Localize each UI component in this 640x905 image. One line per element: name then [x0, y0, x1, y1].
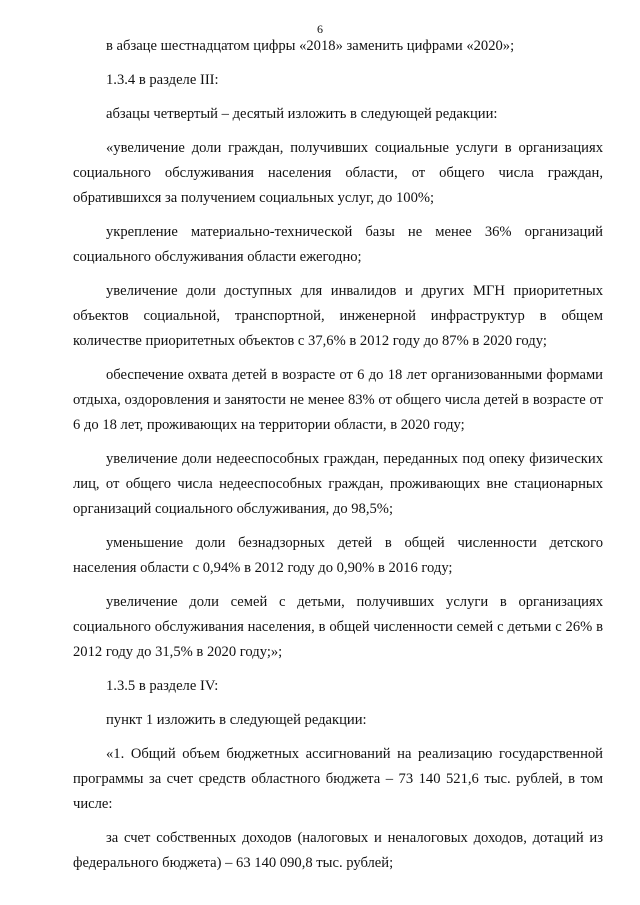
paragraph: «1. Общий объем бюджетных ассигнований на реализацию государственной программы за счет средств областного бюджета – 73 140 521,6 тыс. рублей, в том числе:	[73, 746, 603, 812]
paragraph: укрепление материально-технической базы не менее 36% организаций социального обслуживания области ежегодно;	[73, 224, 603, 265]
paragraph: увеличение доли семей с детьми, получивших услуги в организациях социального обслуживания населения, в общей численности семей с детьми с 26% в 2012 году до 31,5% в 2020 году;»;	[73, 594, 603, 660]
paragraph: 1.3.5 в разделе IV:	[106, 678, 219, 694]
paragraph: в абзаце шестнадцатом цифры «2018» заменить цифрами «2020»;	[106, 38, 515, 54]
document-body	[73, 34, 603, 885]
paragraph: увеличение доли доступных для инвалидов и других МГН приоритетных объектов социальной, транспортной, инженерной инфраструктур в общем количестве приоритетных объектов с 37,6% в 2012 году до 87% в 2020 году;	[73, 283, 603, 349]
paragraph: «увеличение доли граждан, получивших социальные услуги в организациях социального обслуживания населения области, от общего числа граждан, обратившихся за получением социальных услуг, до 100%;	[73, 140, 603, 206]
paragraph: 1.3.4 в разделе III:	[106, 72, 219, 88]
paragraph: увеличение доли недееспособных граждан, переданных под опеку физических лиц, от общего числа недееспособных граждан, проживающих вне стационарных организаций социального обслуживания, до 98,5%;	[73, 451, 603, 517]
paragraph: обеспечение охвата детей в возрасте от 6 до 18 лет организованными формами отдыха, оздоровления и занятости не менее 83% от общего числа детей в возрасте от 6 до 18 лет, проживающих на территории области, в 2020 году;	[73, 367, 603, 433]
paragraph: пункт 1 изложить в следующей редакции:	[106, 712, 367, 728]
page-number: 6	[317, 22, 323, 36]
paragraph: за счет собственных доходов (налоговых и неналоговых доходов, дотаций из федерального бюджета) – 63 140 090,8 тыс. рублей;	[73, 830, 603, 871]
paragraph: уменьшение доли безнадзорных детей в общей численности детского населения области с 0,94% в 2012 году до 0,90% в 2016 году;	[73, 535, 603, 576]
paragraph: абзацы четвертый – десятый изложить в следующей редакции:	[106, 106, 498, 122]
